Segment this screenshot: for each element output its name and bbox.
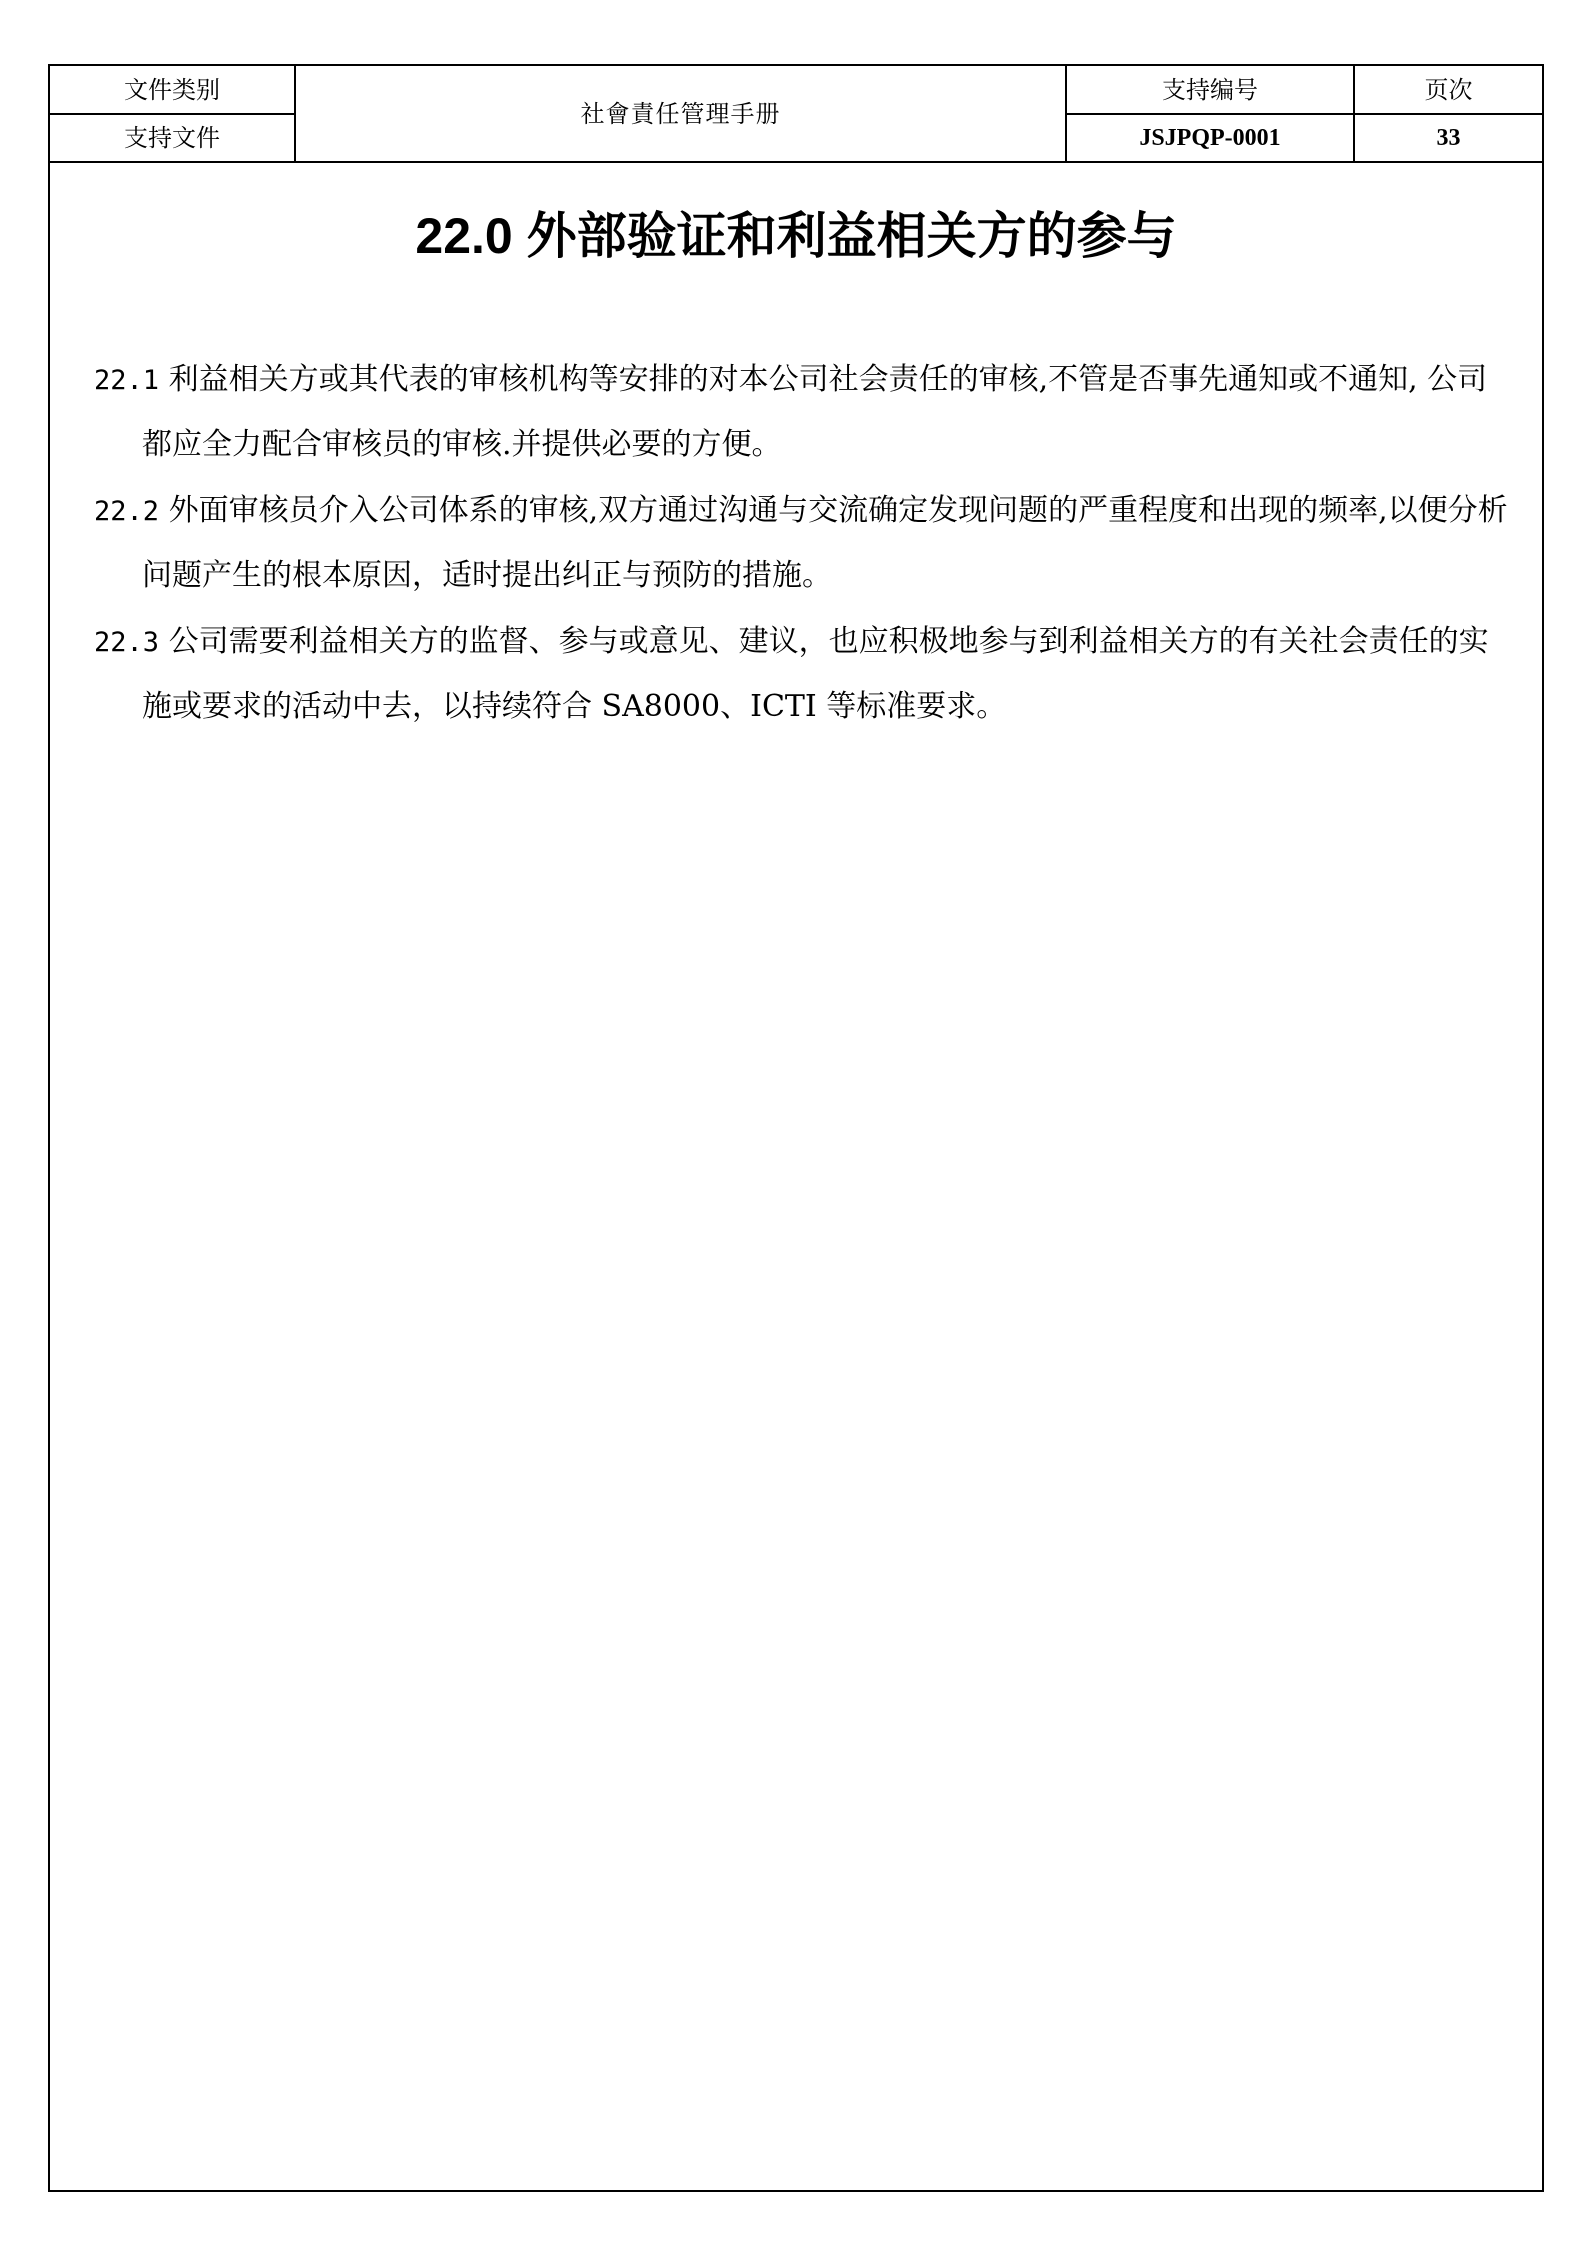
category-label: 文件类别 [50,66,295,114]
clause-number: 22.1 [94,365,160,396]
doc-number-value: JSJPQP-0001 [1066,114,1354,162]
category-value: 支持文件 [50,114,295,162]
page-frame [48,64,1544,2192]
doc-number-label: 支持编号 [1066,66,1354,114]
clause-text: 利益相关方或其代表的审核机构等安排的对本公司社会责任的审核,不管是否事先通知或不通知, 公司都应全力配合审核员的审核.并提供必要的方便。 [142,362,1488,462]
clause-text: 公司需要利益相关方的监督、参与或意见、建议，也应积极地参与到利益相关方的有关社会责任的实施或要求的活动中去，以持续符合 SA8000、ICTI 等标准要求。 [142,624,1489,724]
clause-number: 22.2 [94,496,160,527]
clause-22-2 [94,479,1514,608]
page-number-value: 33 [1354,114,1542,162]
document-header-table [50,66,1542,163]
clause-number: 22.3 [94,627,160,658]
clause-text: 外面审核员介入公司体系的审核,双方通过沟通与交流确定发现问题的严重程度和出现的频率,以便分析问题产生的根本原因，适时提出纠正与预防的措施。 [142,493,1508,593]
manual-title: 社會責任管理手册 [295,66,1066,162]
section-title: 22.0 外部验证和利益相关方的参与 [415,208,1177,264]
page-label: 页次 [1354,66,1542,114]
clause-22-3 [94,610,1514,739]
clause-22-1 [94,348,1514,477]
clause-list [94,348,1514,741]
